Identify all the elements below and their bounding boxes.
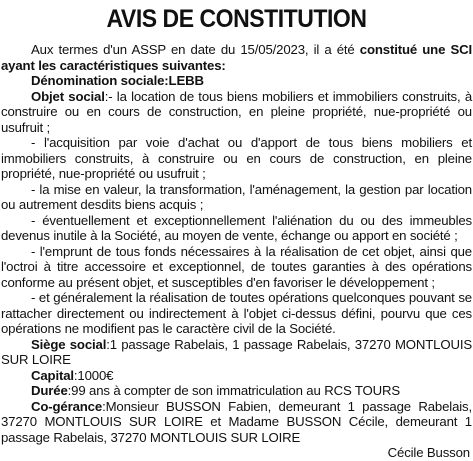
intro-text: Aux termes d'un ASSP en date du 15/05/2023, il a été <box>31 42 360 57</box>
objet-item: - éventuellement et exceptionnellement l'aliénation du ou des immeubles devenus inutile à la Société, au moyen de vente, échange ou apport en société ; <box>1 212 472 243</box>
cogerance-label: Co-gérance <box>31 398 103 414</box>
duree-value: :99 ans à compter de son immatriculation au RCS TOURS <box>67 383 401 398</box>
siege-social <box>1 337 472 368</box>
notice-title: AVIS DE CONSTITUTION <box>106 5 367 33</box>
notice-body <box>1 42 472 461</box>
objet-label: Objet social <box>31 88 105 104</box>
siege-value: :1 passage Rabelais, 1 passage Rabelais, 37270 MONTLOUIS SUR LOIRE <box>1 336 472 367</box>
intro-bold-text: constitué une SCI ayant les caractéristiques suivantes: <box>1 42 472 73</box>
siege-label: Siège social <box>31 336 107 352</box>
objet-first-item: :- la location de tous biens mobiliers et immobiliers construits, à construire ou en cours de construction, en pleine propriété, nue-propriété ou usufruit ; <box>1 88 473 135</box>
denomination: Dénomination sociale:LEBB <box>31 73 204 88</box>
co-gerance <box>1 399 472 446</box>
capital <box>1 368 472 384</box>
objet-item: - et généralement la réalisation de toutes opérations quelconques pouvant se rattacher directement ou indirectement à l'objet ci-dessus défini, pourvu que ces opérations ne modifient pas le caractère civil de la Société. <box>1 290 472 336</box>
objet-item: - l'acquisition par voie d'achat ou d'apport de tous biens mobiliers et immobiliers construits, à construire ou en cours de construction, en pleine propriété, nue-propriété ou usufruit ; <box>1 135 472 181</box>
intro-paragraph <box>1 42 472 73</box>
duree-label: Durée <box>31 383 68 398</box>
objet-item: - la mise en valeur, la transformation, l'aménagement, la gestion par location ou autrement desdits biens acquis ; <box>1 181 472 212</box>
cogerance-value: :Monsieur BUSSON Fabien, demeurant 1 passage Rabelais, 37270 MONTLOUIS SUR LOIRE et Madame BUSSON Cécile, demeurant 1 passage Rabelais, 37270 MONTLOUIS SUR LOIRE <box>1 398 472 445</box>
duree <box>1 383 472 399</box>
capital-label: Capital <box>31 367 74 383</box>
objet-social <box>1 89 472 136</box>
objet-item: - l'emprunt de tous fonds nécessaires à la réalisation de cet objet, ainsi que l'octroi à titre accessoire et exceptionnel, de toutes garanties à des opérations conforme au présent objet, et susceptibles d'en favoriser le développement ; <box>1 243 472 290</box>
capital-value: :1000€ <box>73 367 114 383</box>
signature: Cécile Busson <box>387 445 470 460</box>
